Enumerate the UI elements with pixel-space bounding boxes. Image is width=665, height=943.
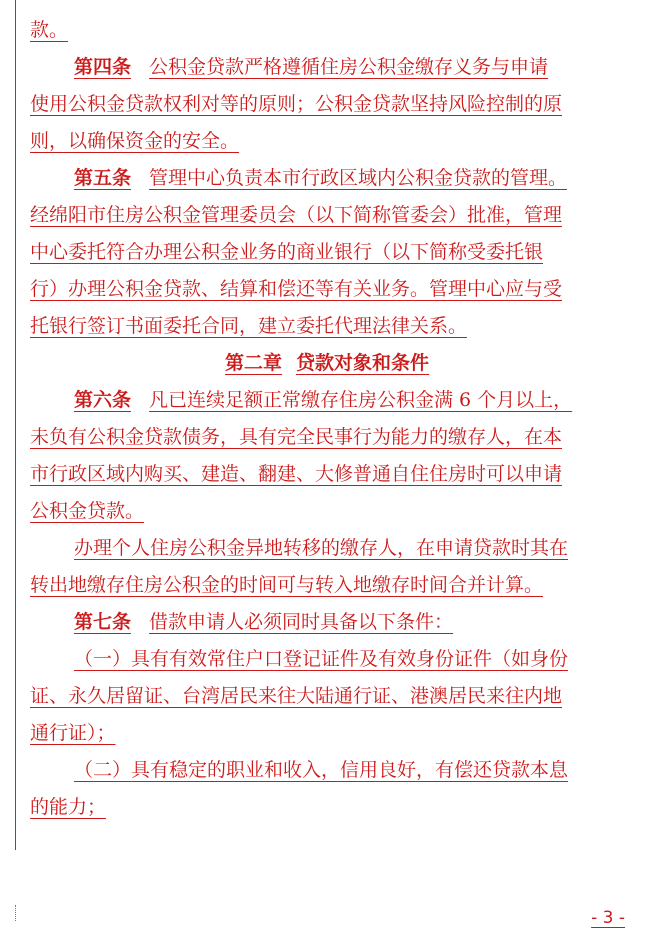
line-text: 的能力； bbox=[30, 796, 107, 818]
article-7 bbox=[30, 604, 624, 641]
line-text: 款。 bbox=[30, 19, 69, 41]
article-label: 第四条 bbox=[74, 56, 132, 78]
text-line bbox=[30, 715, 624, 752]
article-label: 第七条 bbox=[74, 611, 132, 633]
text-line bbox=[30, 789, 624, 826]
line-text: 中心委托符合办理公积金业务的商业银行（以下简称受委托银 bbox=[30, 241, 544, 263]
left-margin-rule bbox=[15, 0, 16, 850]
article-4 bbox=[30, 49, 624, 86]
article-label: 第六条 bbox=[74, 389, 132, 411]
line-text: 则，以确保资金的安全。 bbox=[30, 130, 240, 152]
line-text: 凡已连续足额正常缴存住房公积金满 6 个月以上， bbox=[149, 389, 573, 411]
article-label: 第五条 bbox=[74, 167, 132, 189]
condition-1 bbox=[30, 641, 624, 678]
text-line bbox=[30, 567, 624, 604]
left-margin-tick bbox=[15, 905, 16, 921]
line-text: 通行证）； bbox=[30, 722, 116, 744]
chapter-heading bbox=[30, 345, 624, 382]
line-text: 公积金贷款严格遵循住房公积金缴存义务与申请 bbox=[149, 56, 549, 78]
article-5 bbox=[30, 160, 624, 197]
chapter-title: 贷款对象和条件 bbox=[296, 352, 430, 374]
line-text: 管理中心负责本市行政区域内公积金贷款的管理。 bbox=[149, 167, 568, 189]
page-number: - 3 - bbox=[591, 908, 625, 928]
line-text: 未负有公积金贷款债务，具有完全民事行为能力的缴存人，在本 bbox=[30, 426, 563, 448]
line-text: 托银行签订书面委托合同，建立委托代理法律关系。 bbox=[30, 315, 468, 337]
text-line bbox=[30, 86, 624, 123]
chapter-number: 第二章 bbox=[224, 352, 282, 374]
line-text: 借款申请人必须同时具备以下条件： bbox=[149, 611, 454, 633]
text-line bbox=[30, 123, 624, 160]
line-text: 转出地缴存住房公积金的时间可与转入地缴存时间合并计算。 bbox=[30, 574, 544, 596]
document-body bbox=[30, 12, 624, 826]
line-text: 行）办理公积金贷款、结算和偿还等有关业务。管理中心应与受 bbox=[30, 278, 563, 300]
text-line bbox=[30, 308, 624, 345]
text-line bbox=[30, 234, 624, 271]
line-text: 经绵阳市住房公积金管理委员会（以下简称管委会）批准，管理 bbox=[30, 204, 563, 226]
line-text: 办理个人住房公积金异地转移的缴存人，在申请贷款时其在 bbox=[74, 537, 569, 559]
text-line bbox=[30, 493, 624, 530]
line-text: 市行政区域内购买、建造、翻建、大修普通自住住房时可以申请 bbox=[30, 463, 563, 485]
article-6 bbox=[30, 382, 624, 419]
line-text: （二）具有稳定的职业和收入，信用良好，有偿还贷款本息 bbox=[74, 759, 569, 781]
text-line bbox=[30, 678, 624, 715]
text-line bbox=[30, 456, 624, 493]
text-line bbox=[30, 419, 624, 456]
line-text: 证、永久居留证、台湾居民来往大陆通行证、港澳居民来往内地 bbox=[30, 685, 563, 707]
paragraph bbox=[30, 530, 624, 567]
line-text: 使用公积金贷款权利对等的原则；公积金贷款坚持风险控制的原 bbox=[30, 93, 563, 115]
text-line bbox=[30, 197, 624, 234]
text-line bbox=[30, 12, 624, 49]
text-line bbox=[30, 271, 624, 308]
line-text: （一）具有有效常住户口登记证件及有效身份证件（如身份 bbox=[74, 648, 569, 670]
line-text: 公积金贷款。 bbox=[30, 500, 145, 522]
condition-2 bbox=[30, 752, 624, 789]
